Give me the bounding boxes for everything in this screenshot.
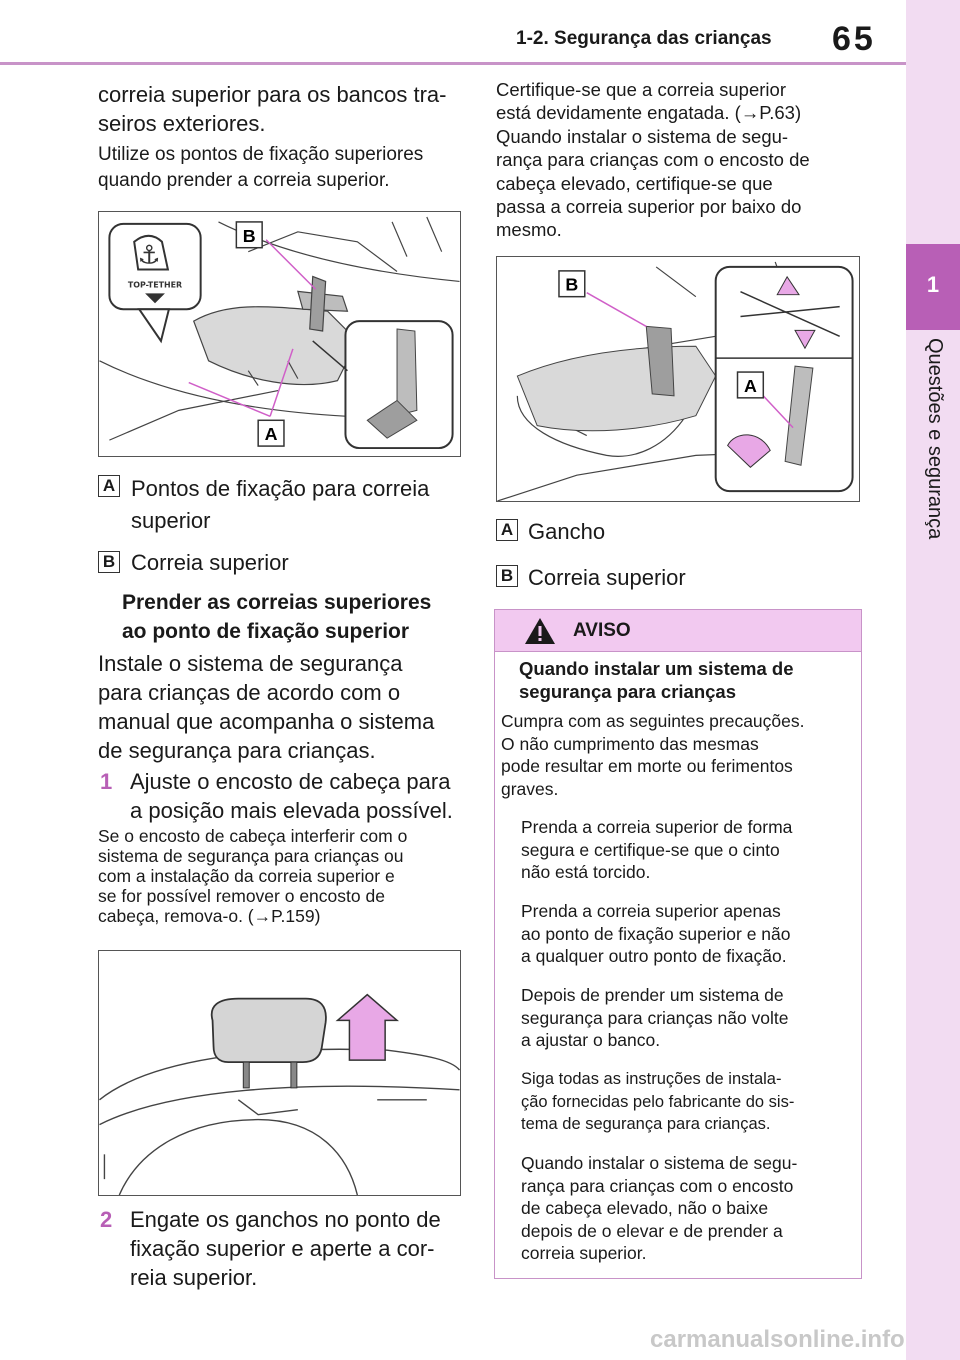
- step-1-text: Ajuste o encosto de cabeça para a posição mais elevada possível.: [130, 769, 453, 823]
- header-rule: [0, 62, 906, 65]
- chapter-title: Questões e segurança: [924, 338, 946, 540]
- svg-text:TOP-TETHER: TOP-TETHER: [127, 280, 183, 290]
- svg-text:⚓: ⚓: [137, 240, 161, 271]
- chapter-number: 1: [926, 272, 940, 297]
- subheading: Prender as correias superiores ao ponto de fixação superior: [122, 591, 432, 643]
- step-1-number: 1: [100, 769, 113, 794]
- legend-hook-text: Gancho: [528, 519, 606, 544]
- figure-tether-anchor: [98, 211, 461, 457]
- warning-title: AVISO: [573, 620, 631, 641]
- warning-intro: Cumpra com as seguintes precauções. O não cumprimento das mesmas pode resultar em morte ou ferimentos graves.: [501, 711, 805, 799]
- legend-key-strap: B: [496, 565, 518, 587]
- warning-icon: [523, 616, 557, 646]
- chapter-title-wrap: [906, 338, 960, 578]
- svg-text:B: B: [242, 225, 256, 246]
- legend-key-b: B: [98, 551, 120, 573]
- svg-text:A: A: [743, 375, 757, 396]
- install-instructions: Instale o sistema de segurança para crianças de acordo com o manual que acompanha o sistema de segurança para crianças.: [98, 651, 435, 763]
- right-paragraph: Certifique-se que a correia superior está devidamente engatada. (→P.63) Quando instalar o sistema de segu- rança para crianças com o encosto de cabeça elevado, certifique-se que passa a correia superior por baixo do mesmo.: [496, 79, 810, 241]
- warning-item-1: Prenda a correia superior de forma segura e certifique-se que o cinto não está torcido.: [521, 817, 793, 882]
- warning-box: [494, 609, 862, 1279]
- step-2-number: 2: [100, 1207, 113, 1232]
- watermark: carmanualsonline.info: [650, 1326, 905, 1353]
- intro-paragraph: correia superior para os bancos tra- seiros exteriores.: [98, 82, 447, 136]
- svg-text:B: B: [565, 274, 579, 295]
- legend-strap-text: Correia superior: [528, 565, 686, 590]
- section-title: 1-2. Segurança das crianças: [516, 28, 772, 49]
- svg-text:A: A: [264, 424, 278, 445]
- step-2-text: Engate os ganchos no ponto de fixação superior e aperte a cor- reia superior.: [130, 1207, 441, 1290]
- tether-instruction: Utilize os pontos de fixação superiores quando prender a correia superior.: [98, 144, 424, 191]
- warning-item-5: Quando instalar o sistema de segu- rança para crianças com o encosto de cabeça elevado, não o baixe depois de o elevar e de prender a correia superior.: [521, 1153, 798, 1263]
- legend-a-text: Pontos de fixação para correia superior: [131, 476, 430, 533]
- figure-hook-drawing: [497, 257, 859, 501]
- legend-b-text: Correia superior: [131, 550, 289, 575]
- warning-item-2: Prenda a correia superior apenas ao ponto de fixação superior e não a qualquer outro ponto de fixação.: [521, 901, 791, 966]
- figure-hook: [496, 256, 860, 502]
- figure-headrest-drawing: [99, 951, 460, 1195]
- page-number: 65: [832, 20, 876, 58]
- figure-tether-anchor-drawing: [99, 212, 460, 456]
- warning-heading: Quando instalar um sistema de segurança para crianças: [519, 658, 794, 702]
- figure-headrest: [98, 950, 461, 1196]
- legend-key-a: A: [98, 475, 120, 497]
- warning-item-4: Siga todas as instruções de instala- ção fornecidas pelo fabricante do sis- tema de segurança para crianças.: [521, 1070, 795, 1133]
- warning-item-3: Depois de prender um sistema de segurança para crianças não volte a ajustar o banco.: [521, 985, 789, 1050]
- warning-header: [495, 610, 861, 652]
- legend-key-hook: A: [496, 519, 518, 541]
- headrest-note: Se o encosto de cabeça interferir com o sistema de segurança para crianças ou com a instalação da correia superior e se for possível remover o encosto de cabeça, remova-o. (→P.159): [98, 826, 408, 926]
- side-tab-strip: [906, 0, 960, 1360]
